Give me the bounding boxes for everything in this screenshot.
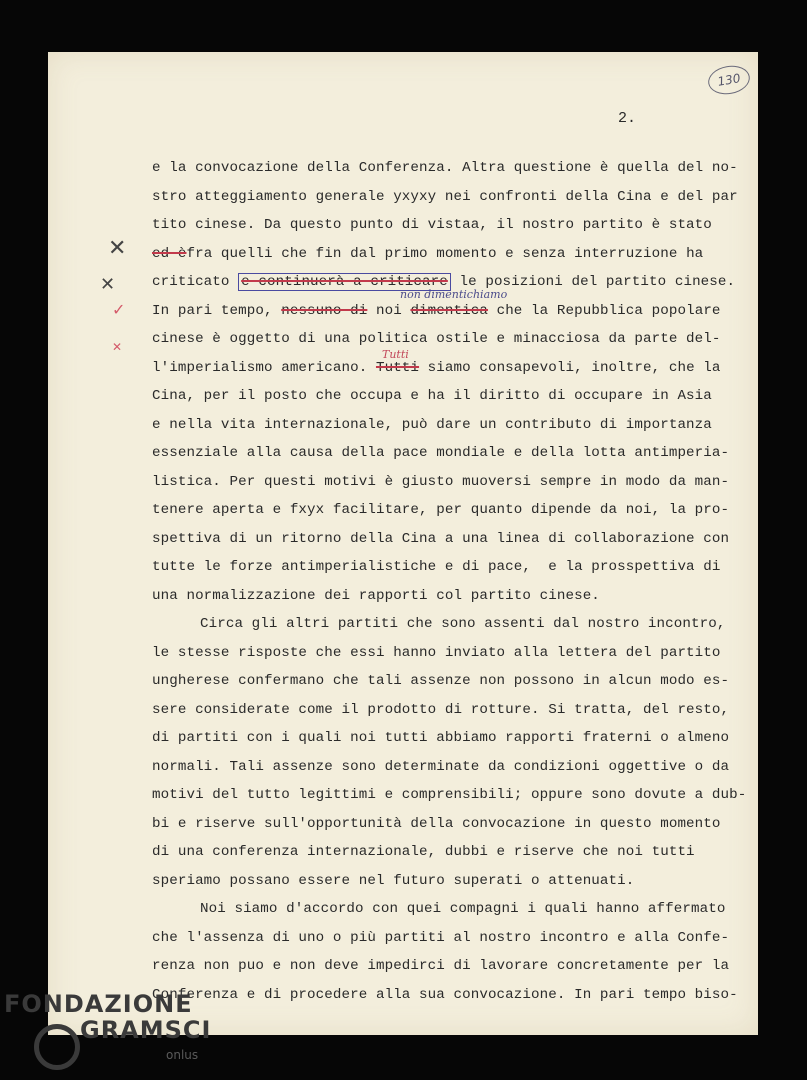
document-page <box>48 52 758 1035</box>
text-line <box>152 724 762 753</box>
text-segment: tenere aperta e fxyx facilitare, per quanto dipende da noi, la pro- <box>152 502 730 518</box>
text-line <box>152 981 762 1010</box>
text-line <box>152 553 762 582</box>
text-segment: speriamo possano essere nel futuro superati o attenuati. <box>152 872 635 889</box>
annotation-tutti: Tutti <box>382 348 409 361</box>
text-line <box>152 496 762 525</box>
text-segment: cinese è oggetto di una politica ostile e minacciosa da parte del- <box>152 331 721 347</box>
archive-stamp: 130 <box>706 63 752 98</box>
text-line <box>152 867 762 896</box>
text-segment: spettiva di un ritorno della Cina a una linea di collaborazione con <box>152 530 730 547</box>
watermark-line3: onlus <box>166 1048 199 1062</box>
cross-mark: ✕ <box>108 236 127 261</box>
text-line <box>152 838 762 867</box>
text-segment: motivi del tutto legittimi e comprensibili; oppure sono dovute a dub- <box>152 787 747 803</box>
typed-text <box>152 154 762 1009</box>
text-line <box>152 781 762 810</box>
text-segment: ungherese confermano che tali assenze non possono in alcun modo es- <box>152 673 730 689</box>
text-segment: renza non puo e non deve impedirci di lavorare concretamente per la <box>152 958 730 974</box>
struck-text: nessuno di <box>281 302 368 319</box>
text-line <box>152 411 762 440</box>
text-segment: stro atteggiamento generale yxyxy nei confronti della Cina e del par <box>152 188 738 205</box>
text-segment: l'imperialismo americano. <box>152 359 376 376</box>
text-segment: di partiti con i quali noi tutti abbiamo rapporti fraterni o almeno <box>152 730 730 746</box>
text-segment: essenziale alla causa della pace mondiale e della lotta antimperia- <box>152 445 730 461</box>
text-segment: siamo consapevoli, inoltre, che la <box>419 359 721 376</box>
text-segment: Noi siamo d'accordo con quei compagni i quali hanno affermato <box>200 901 726 917</box>
text-line <box>152 753 762 782</box>
text-segment: di una conferenza internazionale, dubbi e riserve che noi tutti <box>152 844 695 860</box>
text-line <box>152 439 762 468</box>
text-segment: bi e riserve sull'opportunità della convocazione in questo momento <box>152 815 721 832</box>
text-line <box>152 525 762 554</box>
page-number: 2. <box>618 110 637 127</box>
struck-text: dimentica <box>410 302 488 319</box>
text-segment: Conferenza e di procedere alla sua convocazione. In pari tempo biso- <box>152 986 738 1003</box>
struck-text: ed è <box>152 245 187 262</box>
text-segment: sere considerate come il prodotto di rotture. Si tratta, del resto, <box>152 701 730 718</box>
text-segment: e la convocazione della Conferenza. Altra questione è quella del no- <box>152 160 738 176</box>
cross-mark: ✕ <box>112 340 123 354</box>
text-line <box>152 810 762 839</box>
text-segment: e nella vita internazionale, può dare un contributo di importanza <box>152 416 712 433</box>
text-line <box>152 354 762 383</box>
text-segment: una normalizzazione dei rapporti col partito cinese. <box>152 587 600 604</box>
text-line <box>152 325 762 354</box>
text-segment: le posizioni del partito cinese. <box>450 274 736 290</box>
text-line <box>152 924 762 953</box>
text-segment: noi <box>367 302 411 319</box>
text-line <box>152 696 762 725</box>
text-line <box>152 895 762 924</box>
text-segment: normali. Tali assenze sono determinate da condizioni oggettive o da <box>152 758 730 775</box>
text-segment: Circa gli altri partiti che sono assenti dal nostro incontro, <box>200 616 726 632</box>
text-segment: listica. Per questi motivi è giusto muoversi sempre in modo da man- <box>152 473 730 490</box>
text-segment: criticato <box>152 274 239 290</box>
text-segment: tito cinese. Da questo punto di vistaa, il nostro partito è stato <box>152 217 712 233</box>
text-segment: che l'assenza di uno o più partiti al nostro incontro e alla Confe- <box>152 929 730 946</box>
struck-text: e continuerà a criticare <box>238 273 451 291</box>
cross-mark: ✕ <box>100 274 116 295</box>
text-segment: In pari tempo, <box>152 302 282 319</box>
text-segment: fra quelli che fin dal primo momento e senza interruzione ha <box>186 245 704 262</box>
text-line <box>152 154 762 183</box>
text-line <box>152 610 762 639</box>
text-line <box>152 639 762 668</box>
text-segment: le stesse risposte che essi hanno inviato alla lettera del partito <box>152 644 721 661</box>
text-segment: Cina, per il posto che occupa e ha il diritto di occupare in Asia <box>152 388 712 404</box>
text-line <box>152 468 762 497</box>
watermark-line1: FONDAZIONE <box>4 990 193 1018</box>
text-line <box>152 297 762 326</box>
text-line <box>152 211 762 240</box>
text-line <box>152 268 762 297</box>
text-line <box>152 952 762 981</box>
text-line <box>152 582 762 611</box>
text-segment: tutte le forze antimperialistiche e di pace, e la prosspettiva di <box>152 559 721 575</box>
text-line <box>152 667 762 696</box>
check-mark: ✓ <box>112 300 126 319</box>
annotation-non-dimentichiamo: non dimentichiamo <box>400 288 508 301</box>
text-segment: che la Repubblica popolare <box>487 302 721 319</box>
watermark-line2: GRAMSCI <box>80 1016 212 1044</box>
struck-text: Tutti <box>375 359 420 376</box>
text-line <box>152 183 762 212</box>
text-line <box>152 240 762 269</box>
text-line <box>152 382 762 411</box>
logo-icon <box>34 1024 80 1070</box>
